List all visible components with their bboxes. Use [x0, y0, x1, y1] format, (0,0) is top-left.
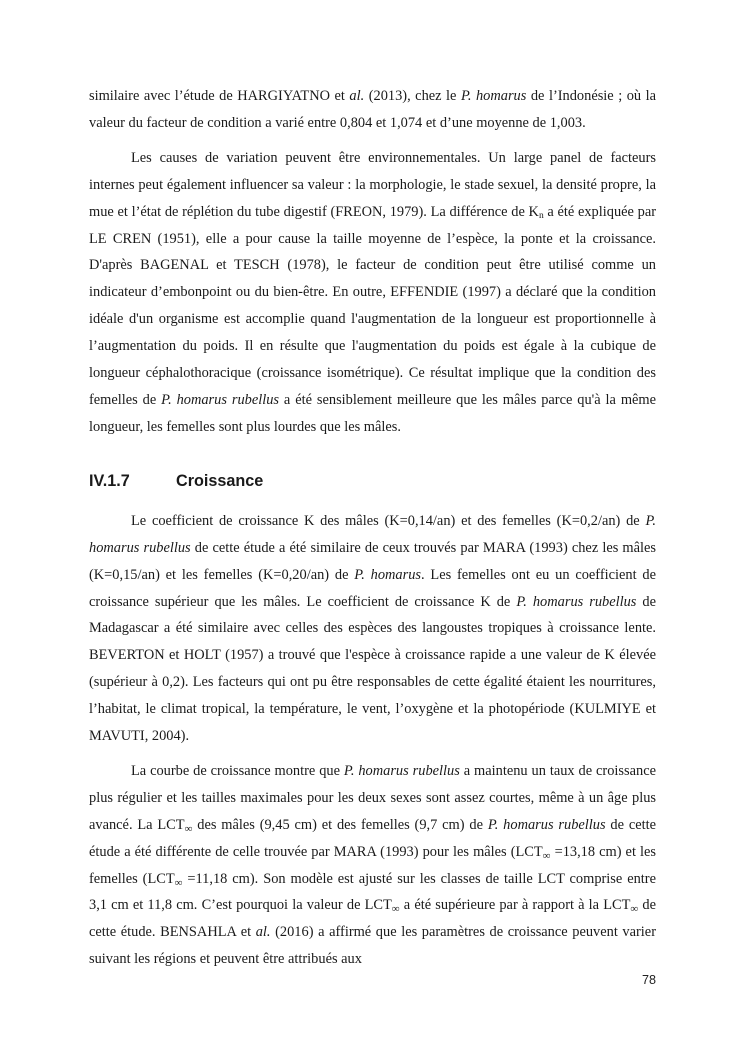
- paragraph: [89, 145, 656, 441]
- infinity-subscript: ∞: [174, 876, 183, 889]
- infinity-subscript: ∞: [542, 849, 551, 862]
- section-number: IV.1.7: [89, 471, 130, 490]
- body-text-after-heading: [89, 508, 656, 973]
- text-run: des mâles (9,45 cm) et des femelles (9,7 cm) de: [192, 816, 488, 833]
- italic-text: P. homarus rubellus: [161, 391, 280, 408]
- document-page: [89, 83, 656, 973]
- text-run: a été supérieure par à rapport à la LCT: [399, 897, 631, 914]
- text-run: (2013), chez le: [364, 88, 461, 104]
- text-run: de cette étude a été différente de celle trouvée par MARA (1993) pour les mâles (LCT: [89, 816, 656, 860]
- text-run: =13,18 cm) et les femelles (LCT: [89, 843, 656, 887]
- text-run: =11,18 cm). Son modèle est ajusté sur les classes de taille LCT comprise entre 3,1 cm et 11,8 cm. C’est pourquoi la valeur de LCT: [89, 870, 656, 914]
- text-run: a été sensiblement meilleure que les mâles parce qu'à la même longueur, les femelles sont plus lourdes que les mâles.: [89, 391, 656, 435]
- page-number: 78: [641, 973, 656, 987]
- text-run: a été expliquée par LE CREN (1951), elle a pour cause la taille moyenne de l’espèce, la ponte et la croissance. D'après BAGENAL et TESCH (1978), le facteur de condition peut être utilisé comme un indicateur d’embonpoint ou du bien-être. En outre, EFFENDIE (1997) a déclaré que la condition idéale d'un organisme est accomplie quand l'augmentation de la longueur est proportionnelle à l’augmentation du poids. Il en résulte que l'augmentation du poids est égale à la cubique de longueur céphalothoracique (croissance isométrique). Ce résultat implique que la condition des femelles de: [89, 203, 656, 408]
- infinity-subscript: ∞: [391, 903, 400, 916]
- text-run: Le coefficient de croissance K des mâles (K=0,14/an) et des femelles (K=0,2/an) de: [131, 512, 646, 529]
- text-run: de cette étude. BENSAHLA et: [89, 897, 657, 941]
- paragraph: [89, 508, 656, 750]
- italic-text: al.: [349, 88, 365, 104]
- body-text-before-heading: [89, 83, 656, 441]
- text-run: a maintenu un taux de croissance plus régulier et les tailles maximales pour les deux sexes sont assez courtes, même à un âge plus avancé. La LCT: [89, 762, 656, 833]
- italic-text: P. homarus rubellus: [343, 762, 460, 779]
- text-run: (2016) a affirmé que les paramètres de croissance peuvent varier suivant les régions et peuvent être attribués aux: [89, 924, 656, 968]
- italic-text: P. homarus rubellus: [487, 816, 606, 833]
- italic-text: P. homarus rubellus: [89, 512, 656, 556]
- paragraph: [89, 83, 656, 137]
- section-title: Croissance: [176, 471, 264, 490]
- paragraph: [89, 758, 656, 973]
- text-run: de l’Indonésie ; où la valeur du facteur de condition a varié entre 0,804 et 1,074 et d’une moyenne de 1,003.: [89, 88, 656, 131]
- text-run: La courbe de croissance montre que: [131, 762, 344, 779]
- italic-text: al.: [255, 924, 271, 941]
- italic-text: P. homarus: [460, 88, 527, 104]
- text-run: Les causes de variation peuvent être environnementales. Un large panel de facteurs internes peut également influencer sa valeur : la morphologie, le stade sexuel, la densité propre, la mue et l’état de réplétion du tube digestif (FREON, 1979). La différence de K: [89, 149, 656, 220]
- text-run: de Madagascar a été similaire avec celles des espèces des langoustes tropiques à croissance lente. BEVERTON et HOLT (1957) a trouvé que l'espèce à croissance rapide a une valeur de K élevée (supérieur à 0,2). Les facteurs qui ont pu être responsables de cette égalité étaient les nourritures, l’habitat, le climat tropical, la température, le vent, l’oxygène et la photopériode (KULMIYE et MAVUTI, 2004).: [89, 593, 656, 745]
- subscript: n: [538, 210, 544, 221]
- section-heading: [89, 470, 656, 492]
- italic-text: P. homarus rubellus: [516, 593, 637, 610]
- infinity-subscript: ∞: [184, 822, 193, 835]
- text-run: de cette étude a été similaire de ceux trouvés par MARA (1993) chez les mâles (K=0,15/an) et les femelles (K=0,20/an) de: [89, 539, 656, 583]
- infinity-subscript: ∞: [630, 903, 639, 916]
- text-run: . Les femelles ont eu un coefficient de croissance supérieur que les mâles. Le coefficient de croissance K de: [89, 566, 656, 610]
- italic-text: P. homarus: [354, 566, 421, 583]
- text-run: similaire avec l’étude de HARGIYATNO et: [89, 88, 350, 104]
